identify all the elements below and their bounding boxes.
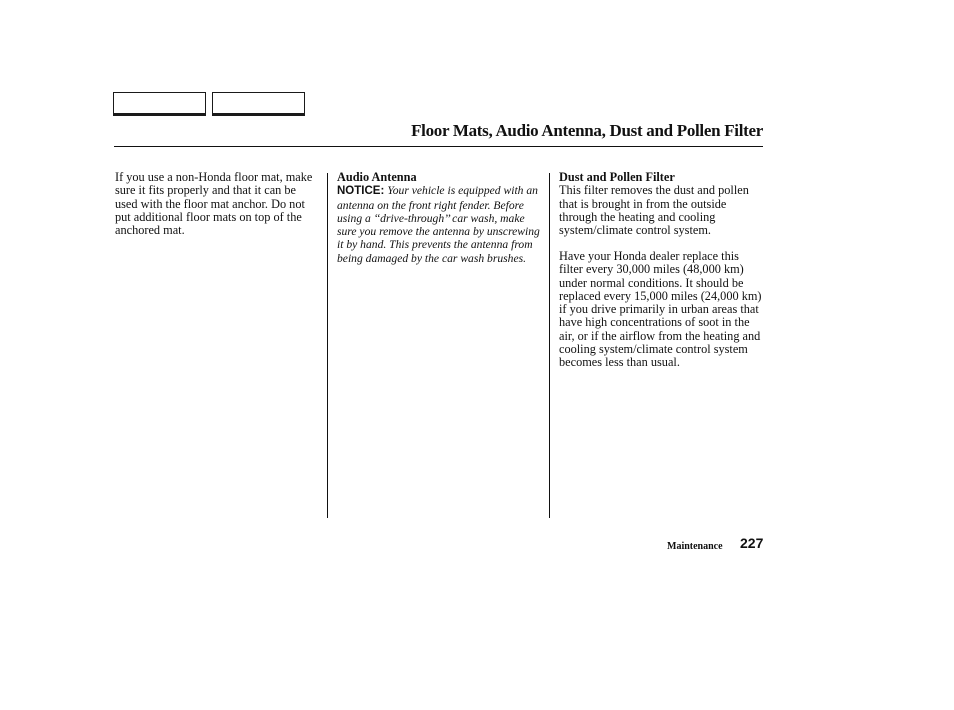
filter-paragraph-2: Have your Honda dealer replace this filter every 30,000 miles (48,000 km) under normal conditions. It should be replaced every 15,000 miles (24,000 km) if you drive primarily in urban areas that have high concentrations of soot in the air, or if the airflow from the heating and cooling system/climate control system becomes less than usual. (559, 248, 762, 370)
dust-pollen-filter-column (559, 171, 764, 370)
title-divider (114, 146, 763, 147)
page-number: 227 (740, 535, 764, 551)
audio-antenna-heading: Audio Antenna (337, 170, 417, 184)
previous-page-button[interactable] (113, 92, 206, 116)
floor-mats-text: If you use a non-Honda floor mat, make sure it fits properly and that it can be used with the floor mat anchor. Do not put additional floor mats on top of the anchored mat. (115, 170, 313, 238)
dust-pollen-filter-heading: Dust and Pollen Filter (559, 170, 675, 184)
next-page-button[interactable] (212, 92, 305, 116)
column-divider-right (549, 173, 550, 518)
page-title: Floor Mats, Audio Antenna, Dust and Pollen Filter (411, 121, 763, 140)
filter-paragraph-1: This filter removes the dust and pollen that is brought in from the outside through the heating and cooling system/climate control system. (559, 183, 749, 238)
notice-text: Your vehicle is equipped with an antenna on the front right fender. Before using a ‘‘drive-through’’ car wash, make sure you remove the antenna by unscrewing it by hand. This prevents the antenna from being damaged by the car wash brushes. (337, 184, 540, 265)
notice-label: NOTICE: (337, 185, 385, 198)
floor-mats-column (115, 171, 315, 237)
column-divider-left (327, 173, 328, 518)
footer-section-label: Maintenance (667, 541, 723, 552)
antenna-notice (337, 184, 547, 265)
audio-antenna-column (337, 171, 547, 265)
